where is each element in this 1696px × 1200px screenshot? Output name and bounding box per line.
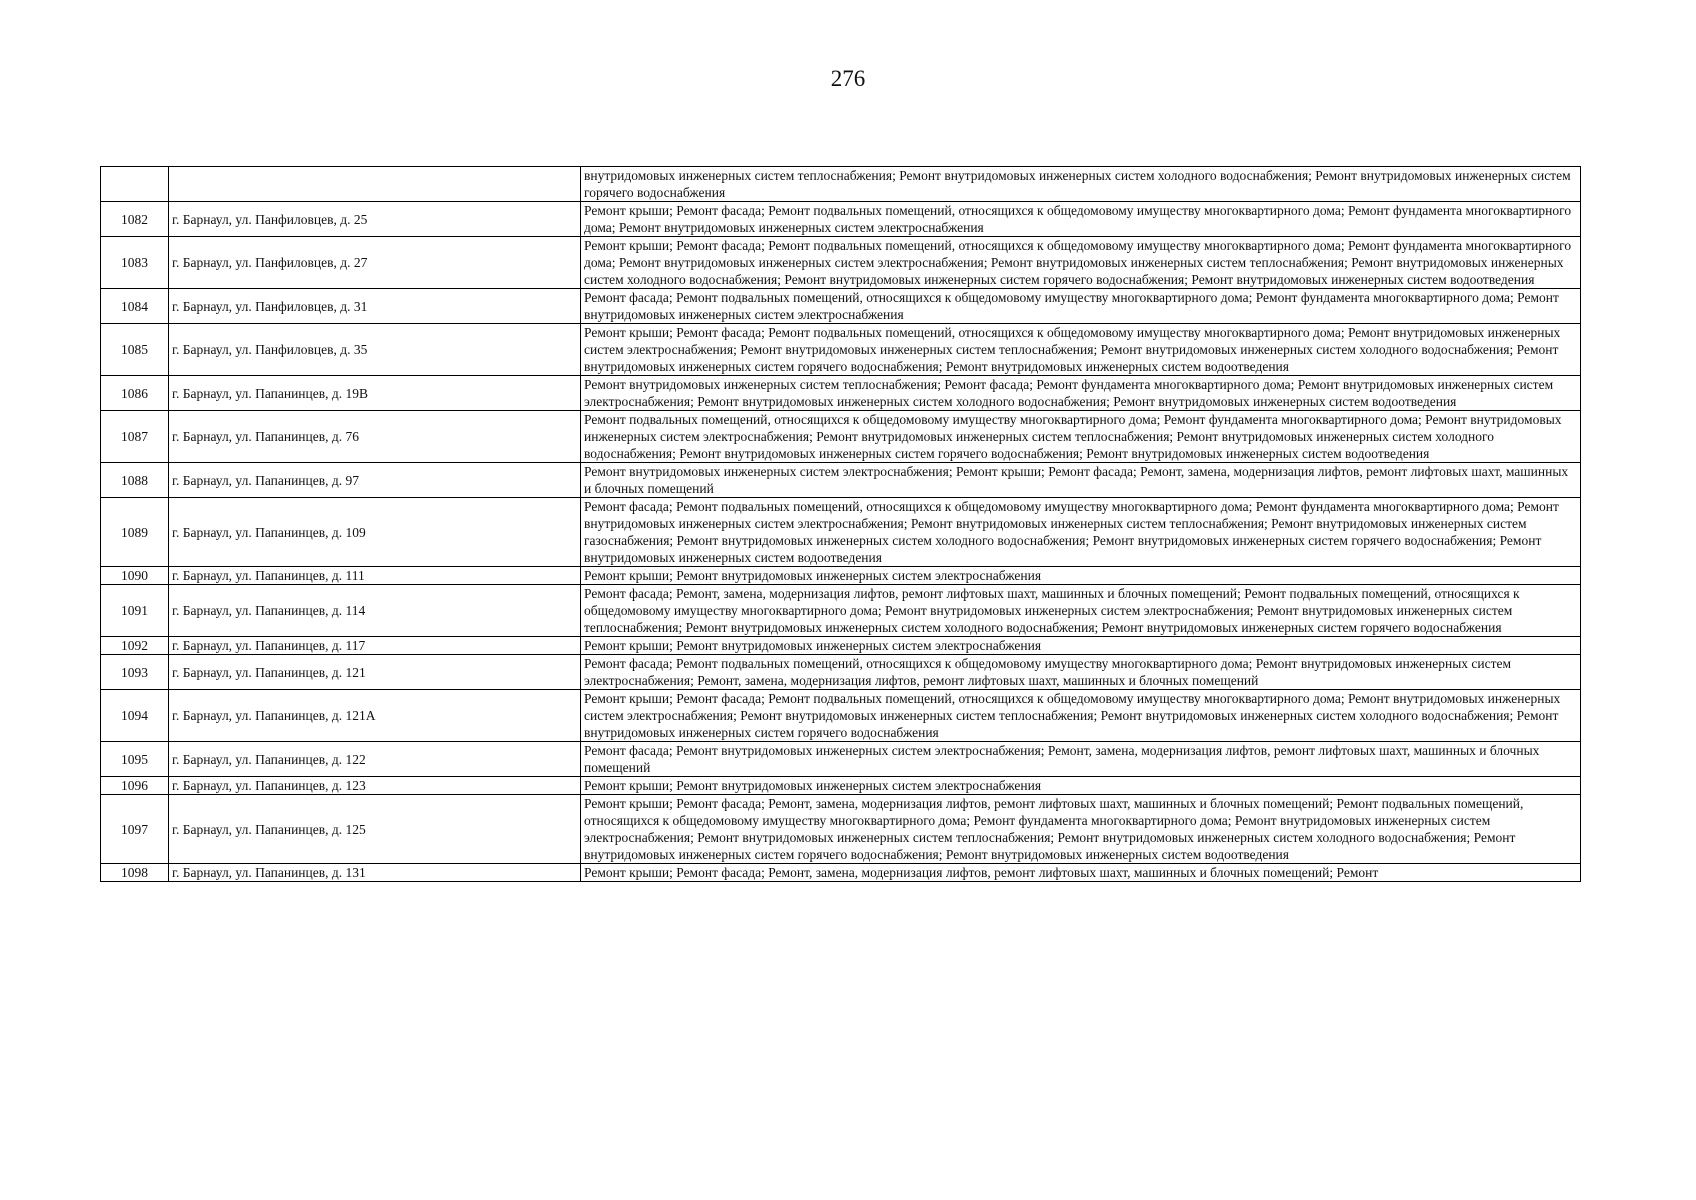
row-works: Ремонт фасада; Ремонт подвальных помещений, относящихся к общедомовому имуществу многоквартирного дома; Ремонт внутридомовых инженерных систем электроснабжения; Ремонт, замена, модернизация лифтов, ремонт лифтовых шахт, машинных и блочных помещений bbox=[581, 655, 1581, 690]
row-address: г. Барнаул, ул. Панфиловцев, д. 31 bbox=[169, 289, 581, 324]
page-number: 276 bbox=[830, 66, 866, 91]
table-row bbox=[101, 637, 1581, 655]
row-number: 1097 bbox=[101, 795, 169, 864]
row-number: 1082 bbox=[101, 202, 169, 237]
row-address: г. Барнаул, ул. Папанинцев, д. 123 bbox=[169, 777, 581, 795]
table-row bbox=[101, 498, 1581, 567]
row-address: г. Барнаул, ул. Панфиловцев, д. 27 bbox=[169, 237, 581, 289]
row-number: 1091 bbox=[101, 585, 169, 637]
row-number: 1088 bbox=[101, 463, 169, 498]
row-works: Ремонт крыши; Ремонт фасада; Ремонт, замена, модернизация лифтов, ремонт лифтовых шахт, машинных и блочных помещений; Ремонт подвальных помещений, относящихся к общедомовому имуществу многоквартирного дома; Ремонт фундамента многоквартирного дома; Ремонт внутридомовых инженерных систем электроснабжения; Ремонт внутридомовых инженерных систем теплоснабжения; Ремонт внутридомовых инженерных систем холодного водоснабжения; Ремонт внутридомовых инженерных систем горячего водоснабжения; Ремонт внутридомовых инженерных систем водоотведения bbox=[581, 795, 1581, 864]
table-row bbox=[101, 585, 1581, 637]
row-number: 1093 bbox=[101, 655, 169, 690]
row-address: г. Барнаул, ул. Панфиловцев, д. 35 bbox=[169, 324, 581, 376]
row-number: 1086 bbox=[101, 376, 169, 411]
table-row bbox=[101, 289, 1581, 324]
row-works: Ремонт фасада; Ремонт внутридомовых инженерных систем электроснабжения; Ремонт, замена, модернизация лифтов, ремонт лифтовых шахт, машинных и блочных помещений bbox=[581, 742, 1581, 777]
row-address: г. Барнаул, ул. Папанинцев, д. 97 bbox=[169, 463, 581, 498]
row-works: Ремонт фасада; Ремонт, замена, модернизация лифтов, ремонт лифтовых шахт, машинных и блочных помещений; Ремонт подвальных помещений, относящихся к общедомовому имуществу многоквартирного дома; Ремонт внутридомовых инженерных систем электроснабжения; Ремонт внутридомовых инженерных систем теплоснабжения; Ремонт внутридомовых инженерных систем холодного водоснабжения; Ремонт внутридомовых инженерных систем горячего водоснабжения bbox=[581, 585, 1581, 637]
table-row bbox=[101, 567, 1581, 585]
row-number: 1092 bbox=[101, 637, 169, 655]
table-row bbox=[101, 376, 1581, 411]
row-works: Ремонт крыши; Ремонт внутридомовых инженерных систем электроснабжения bbox=[581, 637, 1581, 655]
row-address: г. Барнаул, ул. Папанинцев, д. 19В bbox=[169, 376, 581, 411]
table-body bbox=[101, 167, 1581, 882]
row-address: г. Барнаул, ул. Папанинцев, д. 122 bbox=[169, 742, 581, 777]
table-row bbox=[101, 655, 1581, 690]
row-works: внутридомовых инженерных систем теплоснабжения; Ремонт внутридомовых инженерных систем холодного водоснабжения; Ремонт внутридомовых инженерных систем горячего водоснабжения bbox=[581, 167, 1581, 202]
row-address: г. Барнаул, ул. Папанинцев, д. 76 bbox=[169, 411, 581, 463]
table-row bbox=[101, 324, 1581, 376]
table-row bbox=[101, 463, 1581, 498]
table-row bbox=[101, 237, 1581, 289]
row-number: 1090 bbox=[101, 567, 169, 585]
row-address: г. Барнаул, ул. Папанинцев, д. 121 bbox=[169, 655, 581, 690]
row-number: 1096 bbox=[101, 777, 169, 795]
row-works: Ремонт фасада; Ремонт подвальных помещений, относящихся к общедомовому имуществу многоквартирного дома; Ремонт фундамента многоквартирного дома; Ремонт внутридомовых инженерных систем электроснабжения bbox=[581, 289, 1581, 324]
row-address: г. Барнаул, ул. Папанинцев, д. 121А bbox=[169, 690, 581, 742]
row-number: 1089 bbox=[101, 498, 169, 567]
table-row bbox=[101, 690, 1581, 742]
row-address: г. Барнаул, ул. Панфиловцев, д. 25 bbox=[169, 202, 581, 237]
row-works: Ремонт крыши; Ремонт фасада; Ремонт подвальных помещений, относящихся к общедомовому имуществу многоквартирного дома; Ремонт фундамента многоквартирного дома; Ремонт внутридомовых инженерных систем электроснабжения; Ремонт внутридомовых инженерных систем теплоснабжения; Ремонт внутридомовых инженерных систем холодного водоснабжения; Ремонт внутридомовых инженерных систем горячего водоснабжения; Ремонт внутридомовых инженерных систем водоотведения bbox=[581, 237, 1581, 289]
table-row bbox=[101, 411, 1581, 463]
table-row bbox=[101, 864, 1581, 882]
row-number: 1094 bbox=[101, 690, 169, 742]
row-number: 1098 bbox=[101, 864, 169, 882]
row-number: 1085 bbox=[101, 324, 169, 376]
row-works: Ремонт крыши; Ремонт фасада; Ремонт подвальных помещений, относящихся к общедомовому имуществу многоквартирного дома; Ремонт внутридомовых инженерных систем электроснабжения; Ремонт внутридомовых инженерных систем теплоснабжения; Ремонт внутридомовых инженерных систем холодного водоснабжения; Ремонт внутридомовых инженерных систем горячего водоснабжения; Ремонт внутридомовых инженерных систем водоотведения bbox=[581, 324, 1581, 376]
row-works: Ремонт крыши; Ремонт фасада; Ремонт, замена, модернизация лифтов, ремонт лифтовых шахт, машинных и блочных помещений; Ремонт bbox=[581, 864, 1581, 882]
row-address: г. Барнаул, ул. Папанинцев, д. 111 bbox=[169, 567, 581, 585]
row-works: Ремонт внутридомовых инженерных систем электроснабжения; Ремонт крыши; Ремонт фасада; Ремонт, замена, модернизация лифтов, ремонт лифтовых шахт, машинных и блочных помещений bbox=[581, 463, 1581, 498]
repair-register-table bbox=[100, 166, 1581, 882]
table-row bbox=[101, 167, 1581, 202]
row-address: г. Барнаул, ул. Папанинцев, д. 109 bbox=[169, 498, 581, 567]
row-works: Ремонт внутридомовых инженерных систем теплоснабжения; Ремонт фасада; Ремонт фундамента многоквартирного дома; Ремонт внутридомовых инженерных систем электроснабжения; Ремонт внутридомовых инженерных систем холодного водоснабжения; Ремонт внутридомовых инженерных систем водоотведения bbox=[581, 376, 1581, 411]
table-row bbox=[101, 202, 1581, 237]
table-row bbox=[101, 742, 1581, 777]
table-row bbox=[101, 777, 1581, 795]
table-row bbox=[101, 795, 1581, 864]
row-address: г. Барнаул, ул. Папанинцев, д. 117 bbox=[169, 637, 581, 655]
row-works: Ремонт крыши; Ремонт фасада; Ремонт подвальных помещений, относящихся к общедомовому имуществу многоквартирного дома; Ремонт фундамента многоквартирного дома; Ремонт внутридомовых инженерных систем электроснабжения bbox=[581, 202, 1581, 237]
row-number bbox=[101, 167, 169, 202]
row-address: г. Барнаул, ул. Папанинцев, д. 114 bbox=[169, 585, 581, 637]
row-works: Ремонт подвальных помещений, относящихся к общедомовому имуществу многоквартирного дома; Ремонт фундамента многоквартирного дома; Ремонт внутридомовых инженерных систем электроснабжения; Ремонт внутридомовых инженерных систем теплоснабжения; Ремонт внутридомовых инженерных систем холодного водоснабжения; Ремонт внутридомовых инженерных систем горячего водоснабжения; Ремонт внутридомовых инженерных систем водоотведения bbox=[581, 411, 1581, 463]
row-works: Ремонт фасада; Ремонт подвальных помещений, относящихся к общедомовому имуществу многоквартирного дома; Ремонт фундамента многоквартирного дома; Ремонт внутридомовых инженерных систем электроснабжения; Ремонт внутридомовых инженерных систем теплоснабжения; Ремонт внутридомовых инженерных систем газоснабжения; Ремонт внутридомовых инженерных систем холодного водоснабжения; Ремонт внутридомовых инженерных систем горячего водоснабжения; Ремонт внутридомовых инженерных систем водоотведения bbox=[581, 498, 1581, 567]
row-number: 1087 bbox=[101, 411, 169, 463]
row-address: г. Барнаул, ул. Папанинцев, д. 125 bbox=[169, 795, 581, 864]
row-number: 1095 bbox=[101, 742, 169, 777]
row-works: Ремонт крыши; Ремонт внутридомовых инженерных систем электроснабжения bbox=[581, 567, 1581, 585]
row-address: г. Барнаул, ул. Папанинцев, д. 131 bbox=[169, 864, 581, 882]
row-address bbox=[169, 167, 581, 202]
row-number: 1083 bbox=[101, 237, 169, 289]
row-number: 1084 bbox=[101, 289, 169, 324]
row-works: Ремонт крыши; Ремонт внутридомовых инженерных систем электроснабжения bbox=[581, 777, 1581, 795]
row-works: Ремонт крыши; Ремонт фасада; Ремонт подвальных помещений, относящихся к общедомовому имуществу многоквартирного дома; Ремонт внутридомовых инженерных систем электроснабжения; Ремонт внутридомовых инженерных систем теплоснабжения; Ремонт внутридомовых инженерных систем холодного водоснабжения; Ремонт внутридомовых инженерных систем горячего водоснабжения bbox=[581, 690, 1581, 742]
